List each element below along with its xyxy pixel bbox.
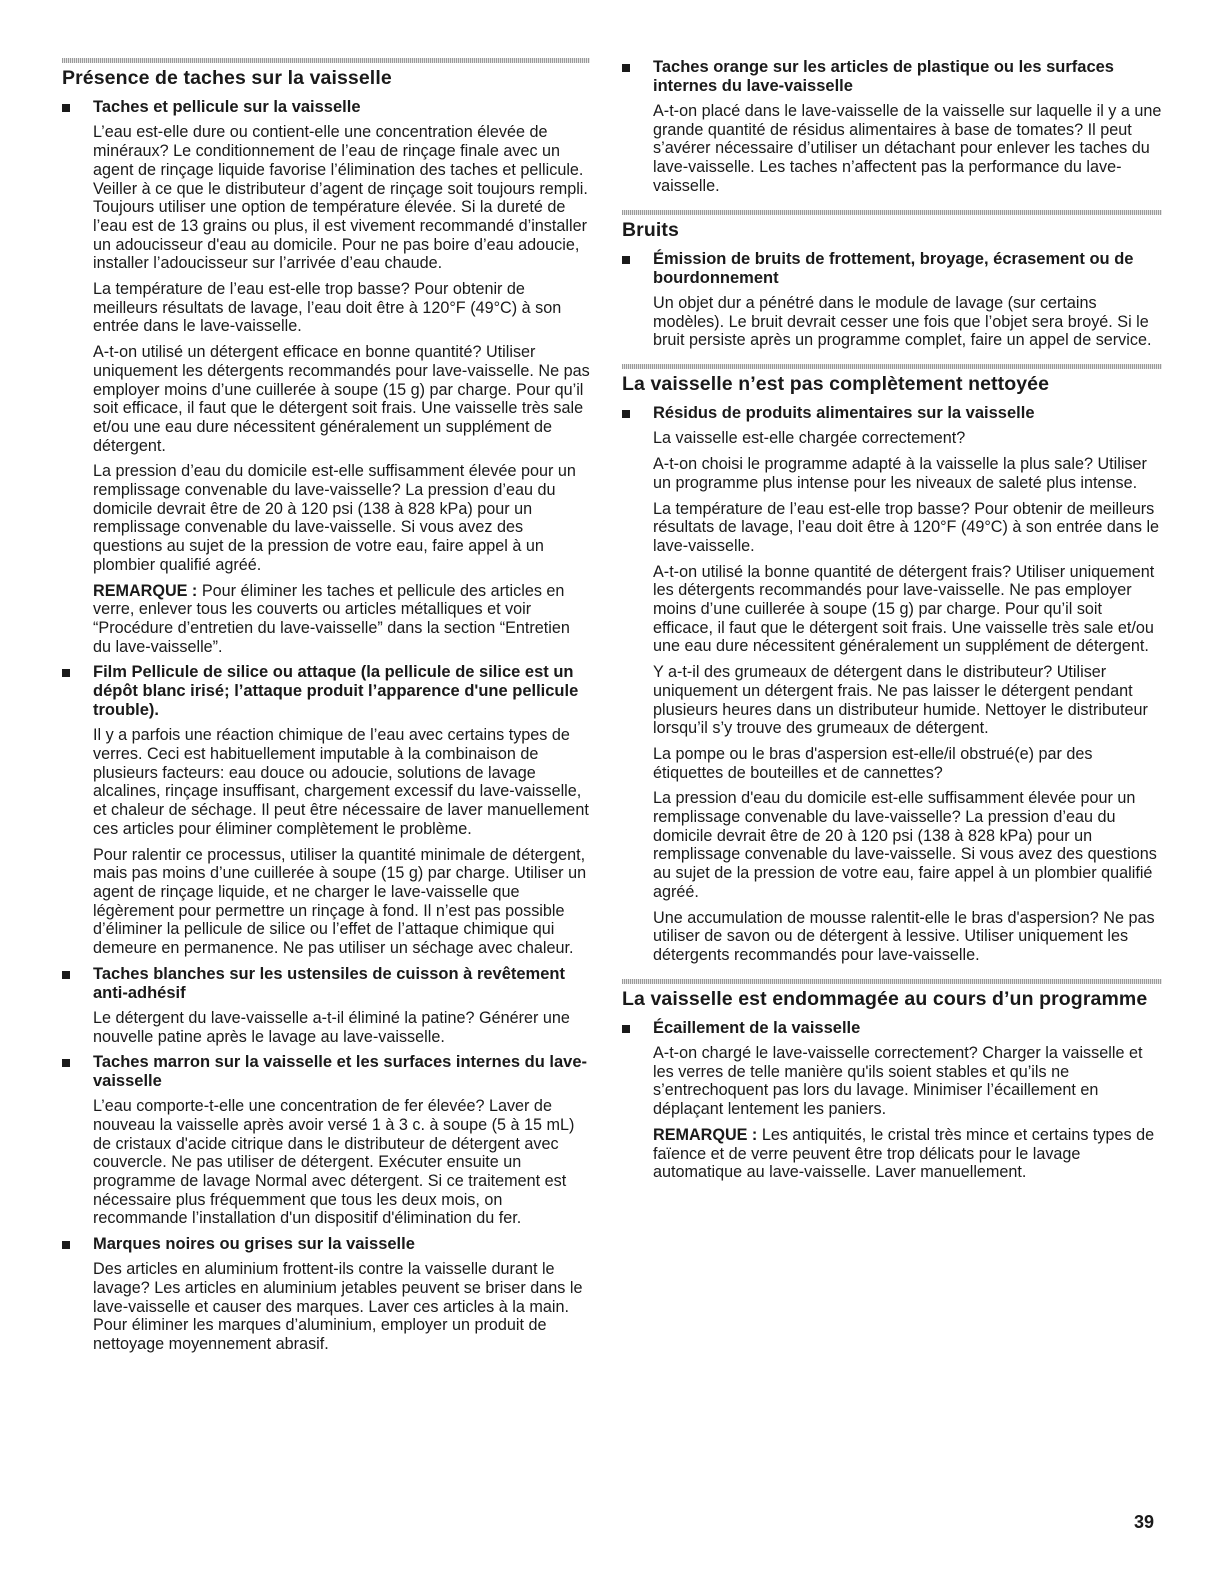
bullet-square-icon bbox=[62, 971, 70, 979]
bullet-square-icon bbox=[62, 669, 70, 677]
item-title: Taches blanches sur les ustensiles de cuisson à revêtement anti-adhésif bbox=[93, 964, 565, 1002]
paragraph: A-t-on utilisé la bonne quantité de détergent frais? Utiliser uniquement les détergents recommandés pour lave-vaisselle. Ne pas employer moins d’une cuillerée à soupe (15 g) par charge. Pour qu’il soit efficace, il faut que le détergent soit frais. Une vaisselle très sale et/ou une eau dure nécessitent généralement un supplément de détergent. bbox=[653, 562, 1155, 656]
list-item bbox=[62, 1053, 590, 1228]
bullet-square-icon bbox=[62, 1059, 70, 1067]
note-label: REMARQUE : bbox=[93, 581, 198, 600]
section-endommagee bbox=[622, 979, 1162, 1182]
paragraph: Il y a parfois une réaction chimique de l’eau avec certains types de verres. Ceci est habituellement imputable à la combinaison de plusieurs facteurs: eau douce ou adoucie, solutions de lavage alcalines, rinçage insuffisant, chargement excessif du lave-vaisselle, et chaleur de séchage. Il peut être nécessaire de laver manuellement ces articles pour éliminer complètement le problème. bbox=[93, 726, 589, 838]
section-orange bbox=[622, 58, 1162, 196]
paragraph: L’eau est-elle dure ou contient-elle une concentration élevée de minéraux? Le conditionnement de l’eau de rinçage finale avec un agent de rinçage liquide favorise l’élimination des taches et pellicule. Veiller à ce que le distributeur d’agent de rinçage soit toujours rempli. Toujours utiliser une option de température élevée. Si la dureté de l’eau est de 13 grains ou plus, il est vivement recommandé d’installer un adoucisseur d'eau au domicile. Pour ne pas boire d’eau adoucie, installer l’adoucisseur sur l’arrivée d’eau chaude. bbox=[93, 123, 588, 273]
left-column bbox=[62, 58, 590, 1368]
item-title: Marques noires ou grises sur la vaisselle bbox=[93, 1235, 415, 1254]
bullet-square-icon bbox=[622, 256, 630, 264]
bullet-square-icon bbox=[62, 1241, 70, 1249]
note-label: REMARQUE : bbox=[653, 1125, 758, 1144]
paragraph: A-t-on utilisé un détergent efficace en bonne quantité? Utiliser uniquement les détergents recommandés pour lave-vaisselle. Ne pas employer moins d’une cuillerée à soupe (15 g) par charge. Pour qu’il soit efficace, il faut que le détergent soit frais. Une vaisselle très sale et/ou une eau dure nécessitent généralement un supplément de détergent. bbox=[93, 343, 590, 455]
section-title: La vaisselle est endommagée au cours d’un programme bbox=[622, 987, 1148, 1010]
section-divider bbox=[62, 58, 590, 63]
paragraph: La vaisselle est-elle chargée correctement? bbox=[653, 429, 966, 448]
note-text: Pour éliminer les taches et pellicule des articles en verre, enlever tous les couverts ou articles métalliques et voir “Procédure d’entretien du lave-vaisselle” dans la section “Entretien du lave-vaisselle”. bbox=[93, 581, 570, 656]
bullet-square-icon bbox=[622, 1025, 630, 1033]
right-column bbox=[622, 58, 1162, 1196]
section-pas-nettoyee bbox=[622, 364, 1162, 965]
list-item bbox=[622, 58, 1162, 196]
note-text: Les antiquités, le cristal très mince et certains types de faïence et de verre peuvent être trop délicats pour le lavage automatique au lave-vaisselle. Laver manuellement. bbox=[653, 1125, 1155, 1182]
list-item bbox=[62, 663, 590, 957]
paragraph: Y a-t-il des grumeaux de détergent dans le distributeur? Utiliser uniquement un détergent frais. Ne pas laisser le détergent pendant plusieurs heures dans un distributeur humide. Nettoyer le distributeur lorsqu’il s’y trouve des grumeaux de détergent. bbox=[653, 663, 1148, 738]
item-title: Film Pellicule de silice ou attaque (la pellicule de silice est un dépôt blanc irisé; l’attaque produit l’apparence d'une pellicule trouble). bbox=[93, 663, 579, 720]
list-item bbox=[622, 250, 1162, 350]
list-item bbox=[62, 965, 590, 1046]
paragraph: A-t-on chargé le lave-vaisselle correctement? Charger la vaisselle et les verres de telle manière qu'ils soient stables et qu’ils ne s’entrechoquent pas lors du lavage. Minimiser l’écaillement en déplaçant lentement les paniers. bbox=[653, 1044, 1143, 1119]
item-title: Taches et pellicule sur la vaisselle bbox=[93, 98, 361, 117]
bullet-square-icon bbox=[62, 104, 70, 112]
note-paragraph bbox=[653, 1126, 1162, 1182]
paragraph: Le détergent du lave-vaisselle a-t-il éliminé la patine? Générer une nouvelle patine après le lavage au lave-vaisselle. bbox=[93, 1008, 570, 1046]
note-paragraph bbox=[93, 582, 590, 657]
page-number: 39 bbox=[1133, 1512, 1154, 1532]
bullet-square-icon bbox=[622, 64, 630, 72]
paragraph: La pression d'eau du domicile est-elle suffisamment élevée pour un remplissage convenable du lave-vaisselle? La pression d’eau du domicile devrait être de 20 à 120 psi (138 à 828 kPa) pour un remplissage convenable du lave-vaisselle. Si vous avez des questions au sujet de la pression de votre eau, faire appel à un plombier qualifié agréé. bbox=[653, 789, 1157, 901]
list-item bbox=[622, 1019, 1162, 1182]
list-item bbox=[62, 1235, 590, 1354]
item-title: Émission de bruits de frottement, broyage, écrasement ou de bourdonnement bbox=[653, 249, 1134, 287]
section-divider bbox=[622, 979, 1162, 984]
paragraph: La température de l’eau est-elle trop basse? Pour obtenir de meilleurs résultats de lavage, l’eau doit être à 120°F (49°C) à son entrée dans le lave-vaisselle. bbox=[93, 280, 562, 336]
paragraph: Une accumulation de mousse ralentit-elle le bras d'aspersion? Ne pas utiliser de savon ou de détergent à lessive. Utiliser uniquement les détergents recommandés pour lave-vaisselle. bbox=[653, 908, 1155, 964]
paragraph: La température de l’eau est-elle trop basse? Pour obtenir de meilleurs résultats de lavage, l’eau doit être à 120°F (49°C) à son entrée dans le lave-vaisselle. bbox=[653, 499, 1160, 555]
paragraph: La pression d’eau du domicile est-elle suffisamment élevée pour un remplissage convenable du lave-vaisselle? La pression d’eau du domicile devrait être de 20 à 120 psi (138 à 828 kPa) pour un remplissage convenable du lave-vaisselle. Si vous avez des questions au sujet de la pression de votre eau, faire appel à un plombier qualifié agréé. bbox=[93, 462, 576, 574]
section-taches bbox=[62, 58, 590, 1354]
bullet-square-icon bbox=[622, 410, 630, 418]
item-title: Résidus de produits alimentaires sur la vaisselle bbox=[653, 404, 1035, 423]
item-title: Taches orange sur les articles de plastique ou les surfaces internes du lave-vaisselle bbox=[653, 58, 1114, 95]
item-title: Écaillement de la vaisselle bbox=[653, 1019, 861, 1038]
paragraph: Des articles en aluminium frottent-ils contre la vaisselle durant le lavage? Les articles en aluminium jetables peuvent se briser dans le lave-vaisselle et causer des marques. Laver ces articles à la main. Pour éliminer les marques d’aluminium, employer un produit de nettoyage moyennement abrasif. bbox=[93, 1260, 583, 1353]
section-divider bbox=[622, 210, 1162, 215]
paragraph: Un objet dur a pénétré dans le module de lavage (sur certains modèles). Le bruit devrait cesser une fois que l’objet sera broyé. Si le bruit persiste après un programme complet, faire un appel de service. bbox=[653, 293, 1152, 350]
paragraph: A-t-on choisi le programme adapté à la vaisselle la plus sale? Utiliser un programme plus intense pour les niveaux de saleté plus intense. bbox=[653, 455, 1147, 492]
section-divider bbox=[622, 364, 1162, 369]
paragraph: Pour ralentir ce processus, utiliser la quantité minimale de détergent, mais pas moins d’une cuillerée à soupe (15 g) par charge. Utiliser un agent de rinçage liquide, et ne charger le lave-vaisselle que légèrement pour permettre un rinçage à fond. Il n’est pas possible d’éliminer la pellicule de silice ou l’effet de l’attaque chimique qui demeure en permanence. Ne pas utiliser un séchage avec chaleur. bbox=[93, 845, 587, 958]
section-title: La vaisselle n’est pas complètement nettoyée bbox=[622, 373, 1050, 396]
paragraph: A-t-on placé dans le lave-vaisselle de la vaisselle sur laquelle il y a une grande quantité de résidus alimentaires à base de tomates? Il peut s’avérer nécessaire d’utiliser un détachant pour enlever les taches du lave-vaisselle. Les taches n’affectent pas la performance du lave-vaisselle. bbox=[653, 102, 1162, 195]
item-title: Taches marron sur la vaisselle et les surfaces internes du lave-vaisselle bbox=[93, 1053, 588, 1091]
section-title: Présence de taches sur la vaisselle bbox=[62, 67, 392, 89]
paragraph: La pompe ou le bras d'aspersion est-elle/il obstrué(e) par des étiquettes de bouteilles et de cannettes? bbox=[653, 744, 1093, 782]
section-title: Bruits bbox=[622, 218, 679, 241]
section-bruits bbox=[622, 210, 1162, 351]
list-item bbox=[62, 98, 590, 656]
paragraph: L’eau comporte-t-elle une concentration de fer élevée? Laver de nouveau la vaisselle après avoir versé 1 à 3 c. à soupe (5 à 15 mL) de cristaux d'acide citrique dans le distributeur de détergent avec couvercle. Ne pas utiliser de détergent. Exécuter ensuite un programme de lavage Normal avec détergent. Si ce traitement est nécessaire plus fréquemment que tous les deux mois, on recommande l’installation d'un dispositif d'élimination du fer. bbox=[93, 1097, 575, 1228]
list-item bbox=[622, 404, 1162, 964]
